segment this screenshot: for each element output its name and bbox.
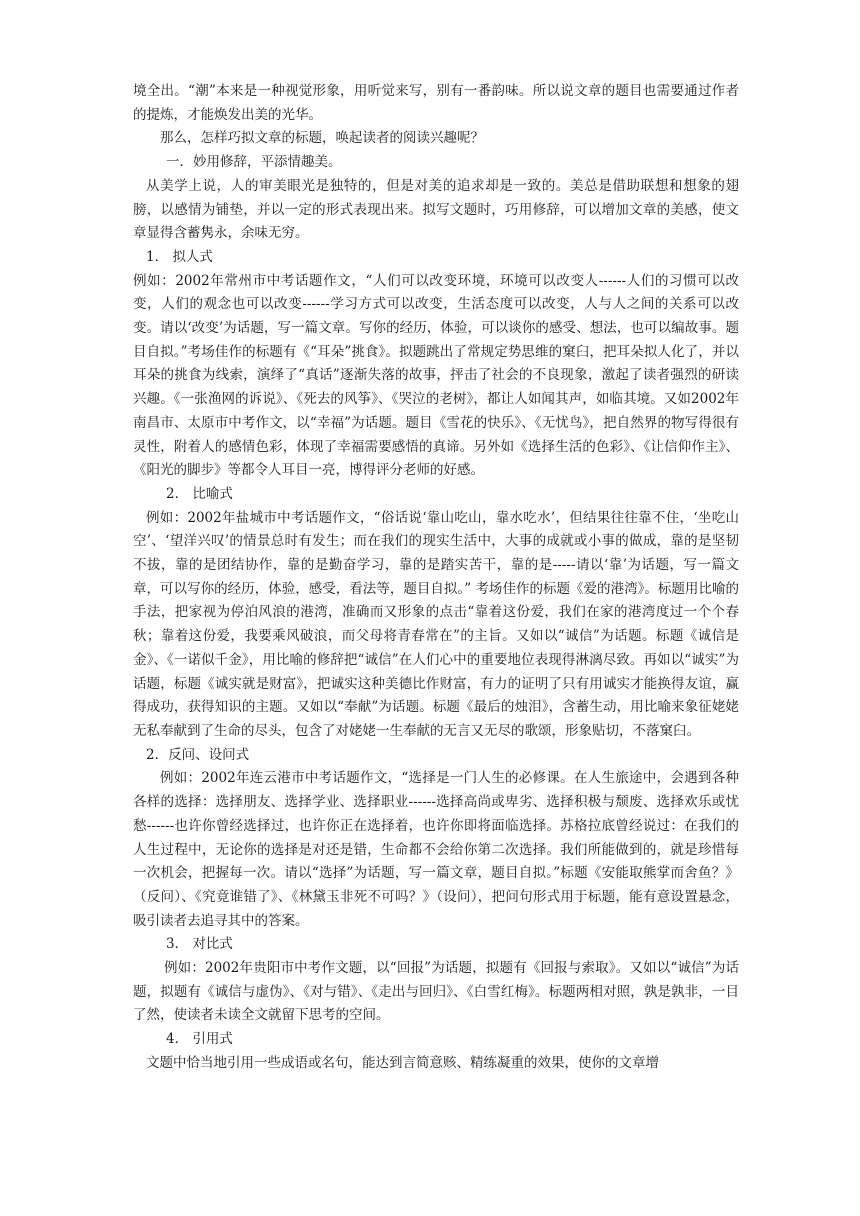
paragraph: 那么，怎样巧拟文章的标题，唤起读者的阅读兴趣呢？ [160,130,484,147]
paragraph: 例如：2002年盐城市中考话题作文，“俗话说‘靠山吃山，靠水吃水’，但结果往往靠不住，‘坐吃山空’、‘望洋兴叹’的情景总时有发生；而在我们的现实生活中，大事的成就或小事的做成，靠的是坚韧不拔，靠的是团结协作，靠的是勤奋学习，靠的是踏实苦干，靠的是-----请以‘靠’为话题，写一篇文章，可以写你的经历，体验，感受，看法等，题目自拟。” 考场佳作的标题《爱的港湾》。标题用比喻的手法，把家视为停泊风浪的港湾，准确而又形象的点击“靠着这份爱，我们在家的港湾度过一个个春秋；靠着这份爱，我要乘风破浪，而父母将青春常在”的主旨。又如以“诚信”为话题。标题《诚信是金》、《一诺似千金》，用比喻的修辞把“诚信”在人们心中的重要地位表现得淋漓尽致。再如以“诚实”为话题，标题《诚实就是财富》，把诚实这种美德比作财富，有力的证明了只有用诚实才能换得友谊，赢得成功，获得知识的主题。又如以“奉献”为话题。标题《最后的烛泪》，含蓄生动，用比喻来象征姥姥无私奉献到了生命的尽头，包含了对姥姥一生奉献的无言又无尽的歌颂，形象贴切，不落窠臼。 [133,509,739,739]
subsection-heading: 2． 比喻式 [166,485,233,502]
paragraph: 例如：2002年连云港市中考话题作文，“选择是一门人生的必修课。在人生旅途中，会遇到各种各样的选择：选择朋友、选择学业、选择职业------选择高尚或卑劣、选择积极与颓废、选择欢乐或忧愁------也许你曾经选择过，也许你正在选择着，也许你即将面临选择。苏格拉底曾经说过：在我们的人生过程中，无论你的选择是对还是错，生命都不会给你第二次选择。我们所能做到的，就是珍惜每一次机会，把握每一次。请以“选择”为话题，写一篇文章，题目自拟。”标题《安能取熊掌而舍鱼？》（反问）、《究竟谁错了》、《林黛玉非死不可吗？》（设问），把问句形式用于标题，能有意设置悬念，吸引读者去追寻其中的答案。 [133,770,739,929]
subsection-heading: 4． 引用式 [166,1031,233,1048]
paragraph: 例如：2002年贵阳市中考作文题，以“回报”为话题，拟题有《回报与索取》。又如以“诚信”为话题，拟题有《诚信与虚伪》、《对与错》、《走出与回归》、《白雪红梅》。标题两相对照，孰是孰非，一目了然，使读者未读全文就留下思考的空间。 [133,960,739,1024]
subsection-heading: 1． 拟人式 [146,248,213,265]
subsection-heading: 3． 对比式 [166,936,233,953]
paragraph: 文题中恰当地引用一些成语或名句，能达到言简意赅、精练凝重的效果，使你的文章增 [146,1054,659,1071]
subsection-heading: 2．反问、设问式 [146,746,250,763]
paragraph: 例如：2002年常州市中考话题作文，“人们可以改变环境，环境可以改变人------人们的习惯可以改变，人们的观念也可以改变------学习方式可以改变，生活态度可以改变，人与人之间的关系可以改变。请以‘改变’为话题，写一篇文章。写你的经历，体验，可以谈你的感受、想法，也可以编故事。题目自拟。”考场佳作的标题有《“耳朵”挑食》。拟题跳出了常规定势思维的窠臼，把耳朵拟人化了，并以耳朵的挑食为线索，演绎了“真话”逐渐失落的故事，抨击了社会的不良现象，激起了读者强烈的研读兴趣。《一张渔网的诉说》、《死去的风筝》、《哭泣的老树》，都让人如闻其声，如临其境。又如2002年南昌市、太原市中考作文，以“幸福”为话题。题目《雪花的快乐》、《无忧鸟》，把自然界的物写得很有灵性，附着人的感情色彩，体现了幸福需要感悟的真谛。另外如《选择生活的色彩》、《让信仰作主》、《阳光的脚步》等都令人耳目一亮，博得评分老师的好感。 [133,272,739,479]
paragraph: 从美学上说，人的审美眼光是独特的，但是对美的追求却是一致的。美总是借助联想和想象的翅膀，以感情为铺垫，并以一定的形式表现出来。拟写文题时，巧用修辞，可以增加文章的美感，使文章显得含蓄隽永，余味无穷。 [133,177,739,242]
document-body [133,80,739,1076]
section-heading: 一．妙用修辞，平添情趣美。 [166,154,342,171]
paragraph: 境全出。“潮”本来是一种视觉形象，用听觉来写，别有一番韵味。所以说文章的题目也需要通过作者的提炼，才能焕发出美的光华。 [133,83,739,123]
